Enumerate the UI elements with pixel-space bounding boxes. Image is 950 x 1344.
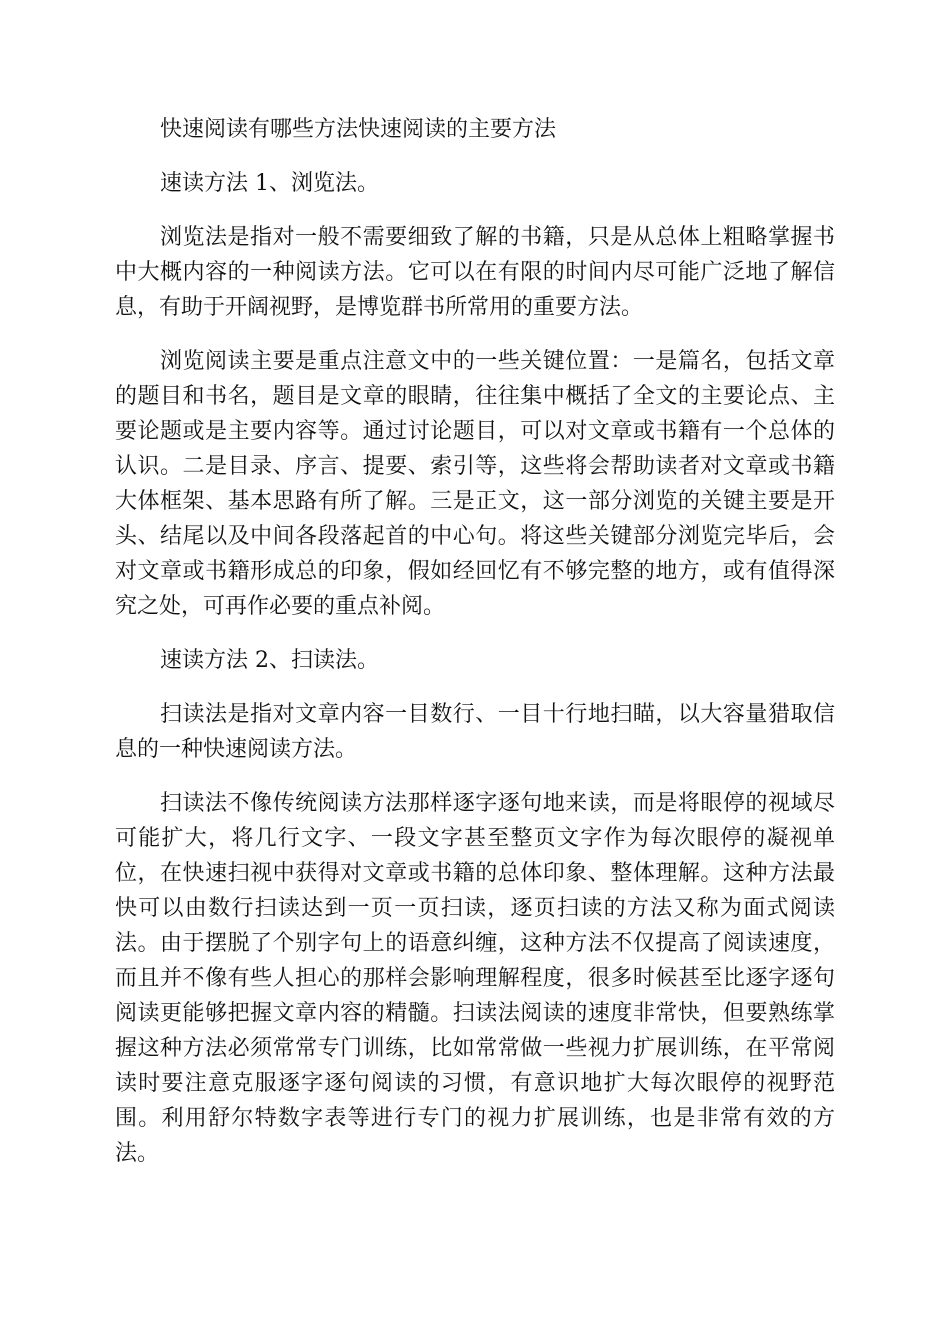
paragraph — [115, 220, 835, 325]
text-line: 的题目和书名，题目是文章的眼睛，往往集中概括了全文的主要论点、主 — [115, 384, 835, 409]
heading-line: 速读方法 2、扫读法。 — [160, 648, 379, 673]
text-line: 大体框架、基本思路有所了解。三是正文，这一部分浏览的关键主要是开 — [115, 489, 835, 514]
text-line: 对文章或书籍形成总的印象，假如经回忆有不够完整的地方，或有值得深 — [115, 559, 835, 584]
text-line: 扫读法不像传统阅读方法那样逐字逐句地来读，而是将眼停的视域尽 — [160, 791, 835, 816]
text-line: 围。利用舒尔特数字表等进行专门的视力扩展训练，也是非常有效的方 — [115, 1106, 835, 1131]
section-heading-2 — [115, 643, 835, 678]
text-line: 息的一种快速阅读方法。 — [115, 737, 358, 762]
text-line: 浏览阅读主要是重点注意文中的一些关键位置：一是篇名，包括文章 — [160, 349, 835, 374]
text-line: 法。 — [115, 1141, 160, 1166]
text-line: 握这种方法必须常常专门训练，比如常常做一些视力扩展训练，在平常阅 — [115, 1036, 835, 1061]
text-line: 阅读更能够把握文章内容的精髓。扫读法阅读的速度非常快，但要熟练掌 — [115, 1001, 835, 1026]
text-line: 究之处，可再作必要的重点补阅。 — [115, 594, 446, 619]
heading-line: 速读方法 1、浏览法。 — [160, 171, 379, 196]
text-line: 息，有助于开阔视野，是博览群书所常用的重要方法。 — [115, 295, 644, 320]
title-line: 快速阅读有哪些方法快速阅读的主要方法 — [160, 117, 557, 142]
paragraph — [115, 344, 835, 624]
text-line: 法。由于摆脱了个别字句上的语意纠缠，这种方法不仅提高了阅读速度， — [115, 931, 835, 956]
paragraph — [115, 786, 835, 1171]
text-line: 头、结尾以及中间各段落起首的中心句。将这些关键部分浏览完毕后，会 — [115, 524, 835, 549]
text-line: 读时要注意克服逐字逐句阅读的习惯，有意识地扩大每次眼停的视野范 — [115, 1071, 835, 1096]
paragraph — [115, 697, 835, 767]
text-line: 中大概内容的一种阅读方法。它可以在有限的时间内尽可能广泛地了解信 — [115, 260, 835, 285]
text-line: 快可以由数行扫读达到一页一页扫读，逐页扫读的方法又称为面式阅读 — [115, 896, 835, 921]
text-line: 要论题或是主要内容等。通过讨论题目，可以对文章或书籍有一个总体的 — [115, 419, 835, 444]
text-line: 可能扩大，将几行文字、一段文字甚至整页文字作为每次眼停的凝视单 — [115, 826, 835, 851]
document-title — [115, 112, 835, 147]
section-heading-1 — [115, 166, 835, 201]
text-line: 扫读法是指对文章内容一目数行、一目十行地扫瞄，以大容量猎取信 — [160, 702, 835, 727]
text-line: 认识。二是目录、序言、提要、索引等，这些将会帮助读者对文章或书籍 — [115, 454, 835, 479]
text-line: 位，在快速扫视中获得对文章或书籍的总体印象、整体理解。这种方法最 — [115, 861, 835, 886]
document-body — [115, 112, 835, 1190]
text-line: 而且并不像有些人担心的那样会影响理解程度，很多时候甚至比逐字逐句 — [115, 966, 835, 991]
text-line: 浏览法是指对一般不需要细致了解的书籍，只是从总体上粗略掌握书 — [160, 225, 835, 250]
